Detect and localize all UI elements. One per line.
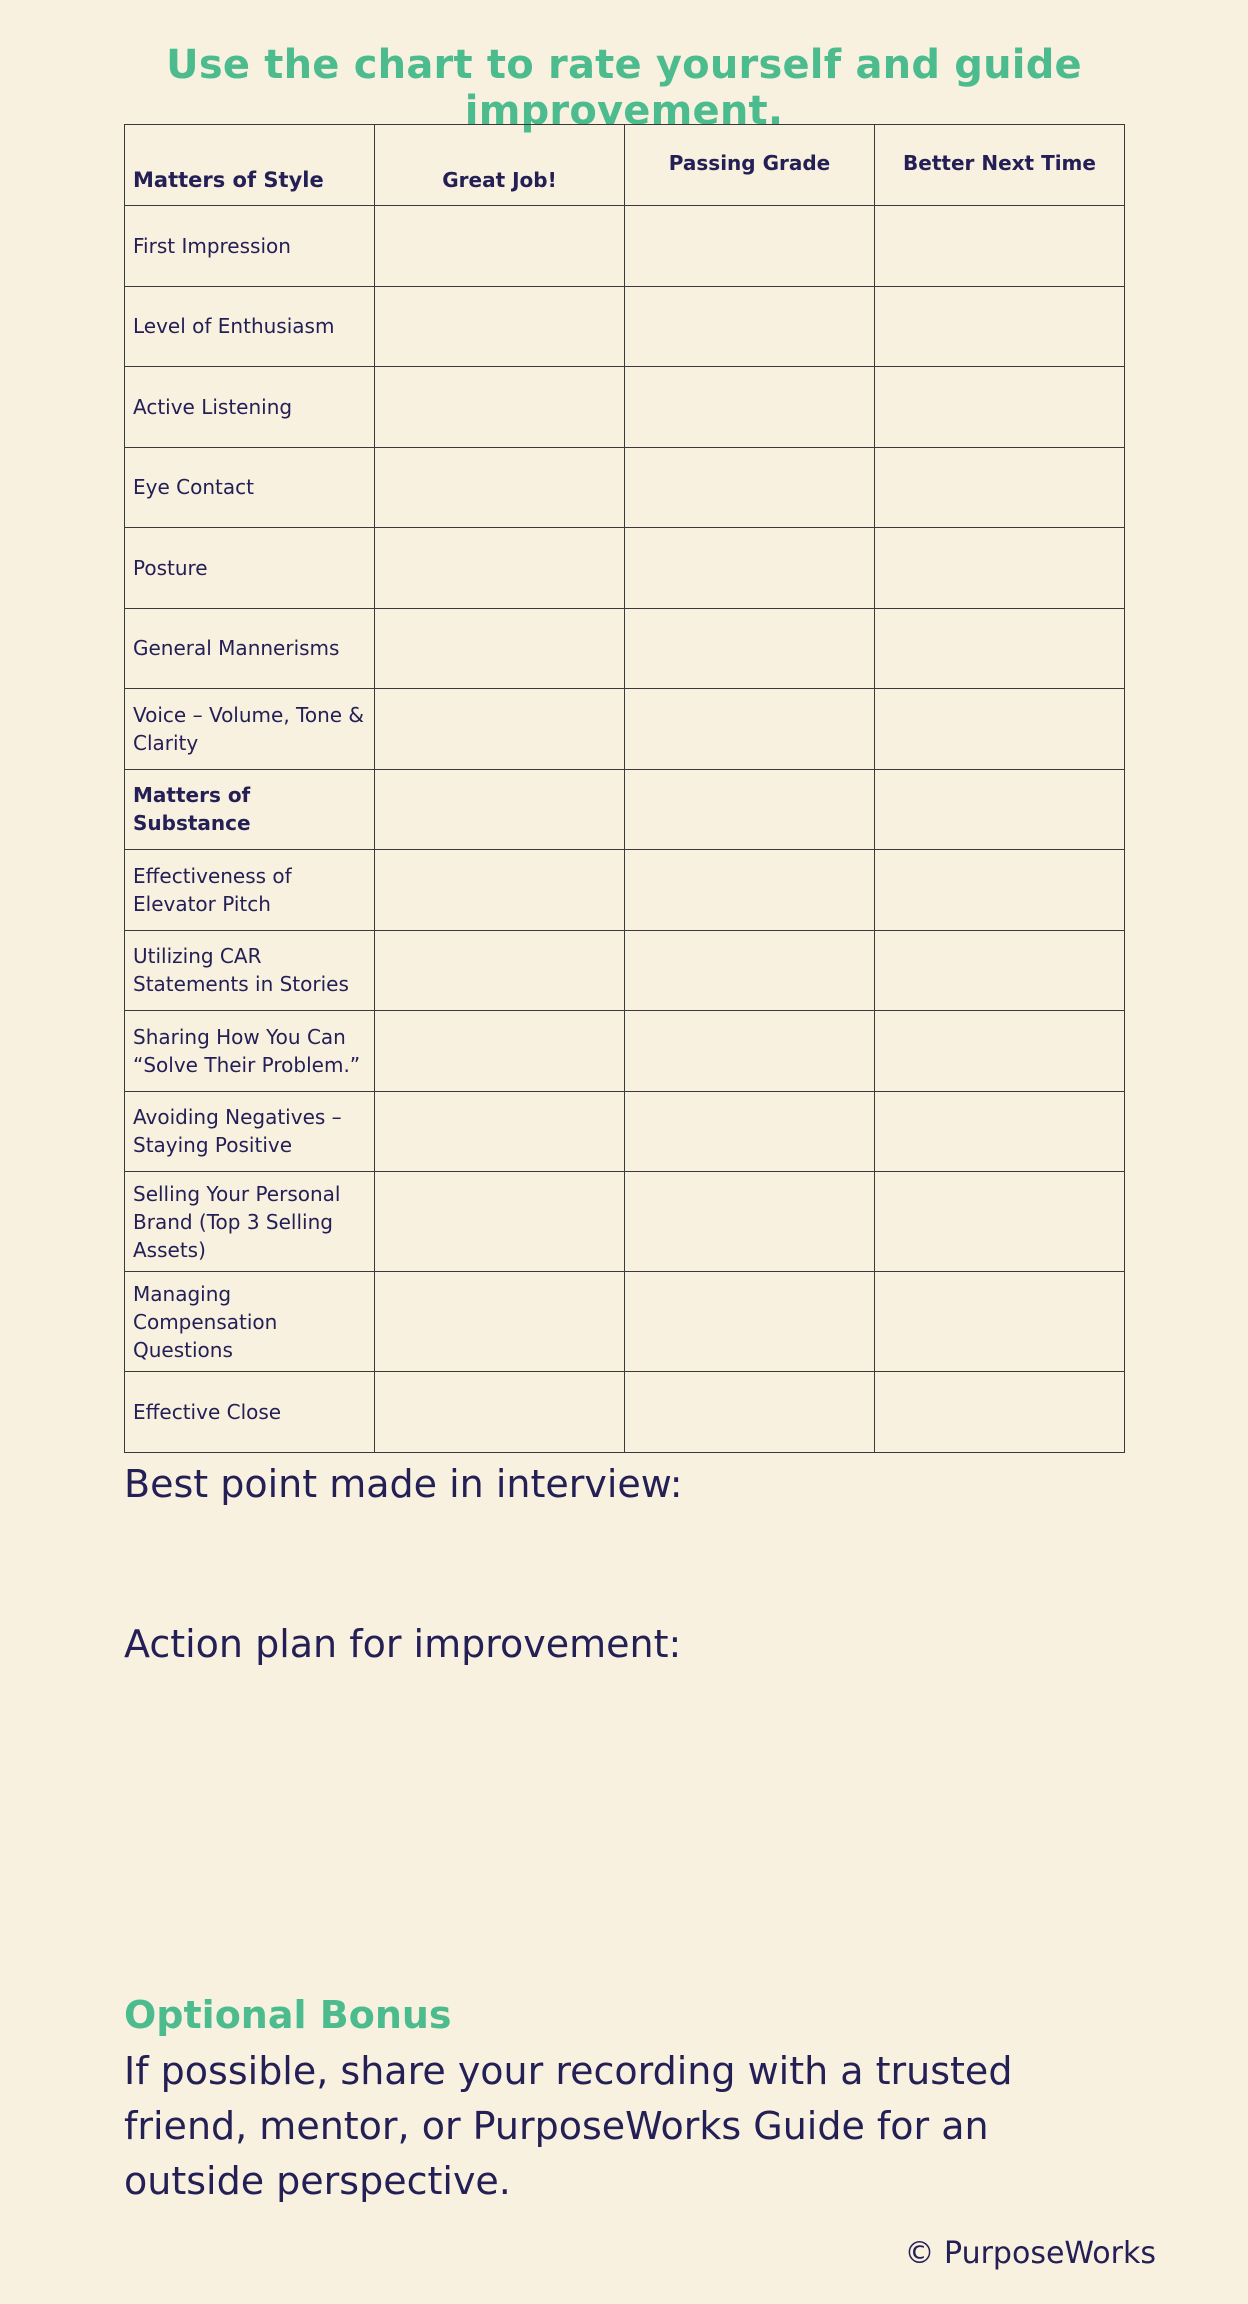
page-heading: Use the chart to rate yourself and guide improvement. [166,42,1082,134]
great-job-cell[interactable] [375,528,625,609]
great-job-cell[interactable] [375,1372,625,1453]
better-next-time-cell[interactable] [875,528,1125,609]
criterion-label: Posture [125,528,375,609]
table-row [125,689,1125,770]
header-great-job: Great Job! [375,125,625,206]
table-row [125,608,1125,689]
better-next-time-cell[interactable] [875,1272,1125,1372]
criterion-label: General Mannerisms [125,608,375,689]
great-job-cell[interactable] [375,608,625,689]
great-job-cell[interactable] [375,1091,625,1172]
better-next-time-cell[interactable] [875,608,1125,689]
criterion-label: Sharing How You Can “Solve Their Problem.” [125,1011,375,1092]
passing-grade-cell[interactable] [625,930,875,1011]
better-next-time-cell[interactable] [875,850,1125,931]
better-next-time-cell[interactable] [875,689,1125,770]
header-better-next-time: Better Next Time [875,125,1125,206]
table-row [125,206,1125,287]
criterion-label: Avoiding Negatives – Staying Positive [125,1091,375,1172]
passing-grade-cell[interactable] [625,608,875,689]
criterion-label: Effectiveness of Elevator Pitch [125,850,375,931]
better-next-time-cell[interactable] [875,769,1125,850]
table-row [125,1372,1125,1453]
passing-grade-cell[interactable] [625,206,875,287]
passing-grade-cell[interactable] [625,447,875,528]
section-row-label: Matters of Substance [125,769,375,850]
great-job-cell[interactable] [375,769,625,850]
optional-bonus-title: Optional Bonus [124,1993,452,2037]
criterion-label: Effective Close [125,1372,375,1453]
table-row [125,1172,1125,1272]
better-next-time-cell[interactable] [875,286,1125,367]
header-matters-of-style: Matters of Style [125,125,375,206]
great-job-cell[interactable] [375,1172,625,1272]
great-job-cell[interactable] [375,1272,625,1372]
criterion-label: First Impression [125,206,375,287]
great-job-cell[interactable] [375,930,625,1011]
great-job-cell[interactable] [375,689,625,770]
table-row [125,930,1125,1011]
passing-grade-cell[interactable] [625,1091,875,1172]
table-row [125,447,1125,528]
criterion-label: Utilizing CAR Statements in Stories [125,930,375,1011]
passing-grade-cell[interactable] [625,1372,875,1453]
better-next-time-cell[interactable] [875,1172,1125,1272]
better-next-time-cell[interactable] [875,930,1125,1011]
criterion-label: Level of Enthusiasm [125,286,375,367]
great-job-cell[interactable] [375,850,625,931]
better-next-time-cell[interactable] [875,1011,1125,1092]
passing-grade-cell[interactable] [625,286,875,367]
passing-grade-cell[interactable] [625,850,875,931]
better-next-time-cell[interactable] [875,206,1125,287]
criterion-label: Active Listening [125,367,375,448]
header-passing-grade: Passing Grade [625,125,875,206]
criterion-label: Voice – Volume, Tone & Clarity [125,689,375,770]
criterion-label: Managing Compensation Questions [125,1272,375,1372]
table-row [125,286,1125,367]
table-row [125,1272,1125,1372]
table-row [125,528,1125,609]
table-body [125,206,1125,1453]
best-point-label: Best point made in interview: [124,1462,683,1506]
table-row [125,850,1125,931]
great-job-cell[interactable] [375,447,625,528]
table-row [125,769,1125,850]
better-next-time-cell[interactable] [875,447,1125,528]
action-plan-label: Action plan for improvement: [124,1622,682,1666]
passing-grade-cell[interactable] [625,1272,875,1372]
optional-bonus-text: If possible, share your recording with a trusted friend, mentor, or PurposeWorks Guide for an outside perspective. [124,2049,1013,2203]
table-row [125,1011,1125,1092]
great-job-cell[interactable] [375,367,625,448]
self-rating-table [124,124,1125,1453]
better-next-time-cell[interactable] [875,1372,1125,1453]
passing-grade-cell[interactable] [625,1172,875,1272]
great-job-cell[interactable] [375,286,625,367]
passing-grade-cell[interactable] [625,769,875,850]
passing-grade-cell[interactable] [625,689,875,770]
table-row [125,1091,1125,1172]
better-next-time-cell[interactable] [875,367,1125,448]
criterion-label: Selling Your Personal Brand (Top 3 Selling Assets) [125,1172,375,1272]
table-header-row [125,125,1125,206]
copyright-notice: © PurposeWorks [904,2236,1156,2271]
table-row [125,367,1125,448]
passing-grade-cell[interactable] [625,367,875,448]
great-job-cell[interactable] [375,1011,625,1092]
better-next-time-cell[interactable] [875,1091,1125,1172]
criterion-label: Eye Contact [125,447,375,528]
passing-grade-cell[interactable] [625,528,875,609]
great-job-cell[interactable] [375,206,625,287]
passing-grade-cell[interactable] [625,1011,875,1092]
